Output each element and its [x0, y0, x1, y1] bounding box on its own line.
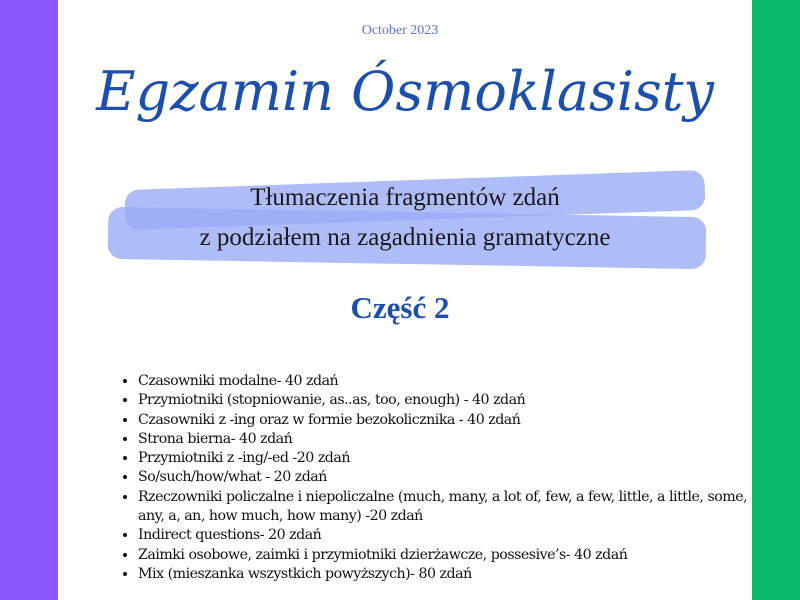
list-item: • Przymiotniki z -ing/-ed -20 zdań [138, 449, 758, 468]
list-item: • Czasowniki modalne- 40 zdań [138, 372, 758, 391]
list-item: • Strona bierna- 40 zdań [138, 430, 758, 449]
list-item: • Zaimki osobowe, zaimki i przymiotniki dzierżawcze, possesive’s- 40 zdań [138, 546, 758, 565]
list-item: • Indirect questions- 20 zdań [138, 526, 758, 545]
page-title: Egzamin Ósmoklasisty [96, 60, 714, 123]
subtitle-line-2: z podziałem na zagadnienia gramatyczne [199, 224, 611, 251]
topic-list [118, 372, 758, 584]
part-heading: Część 2 [350, 290, 450, 325]
list-item: • Czasowniki z -ing oraz w formie bezokolicznika - 40 zdań [138, 411, 758, 430]
date-label: October 2023 [361, 23, 439, 38]
list-item: • So/such/how/what - 20 zdań [138, 468, 758, 487]
list-item: • Rzeczowniki policzalne i niepoliczalne (much, many, a lot of, few, a few, little, a little, some, any, a, an, how much, how many) -20 zdań [138, 488, 758, 527]
list-item: • Mix (mieszanka wszystkich powyższych)- 80 zdań [138, 565, 758, 584]
list-item: • Przymiotniki (stopniowanie, as..as, too, enough) - 40 zdań [138, 391, 758, 410]
subtitle-line-1: Tłumaczenia fragmentów zdań [250, 184, 560, 211]
